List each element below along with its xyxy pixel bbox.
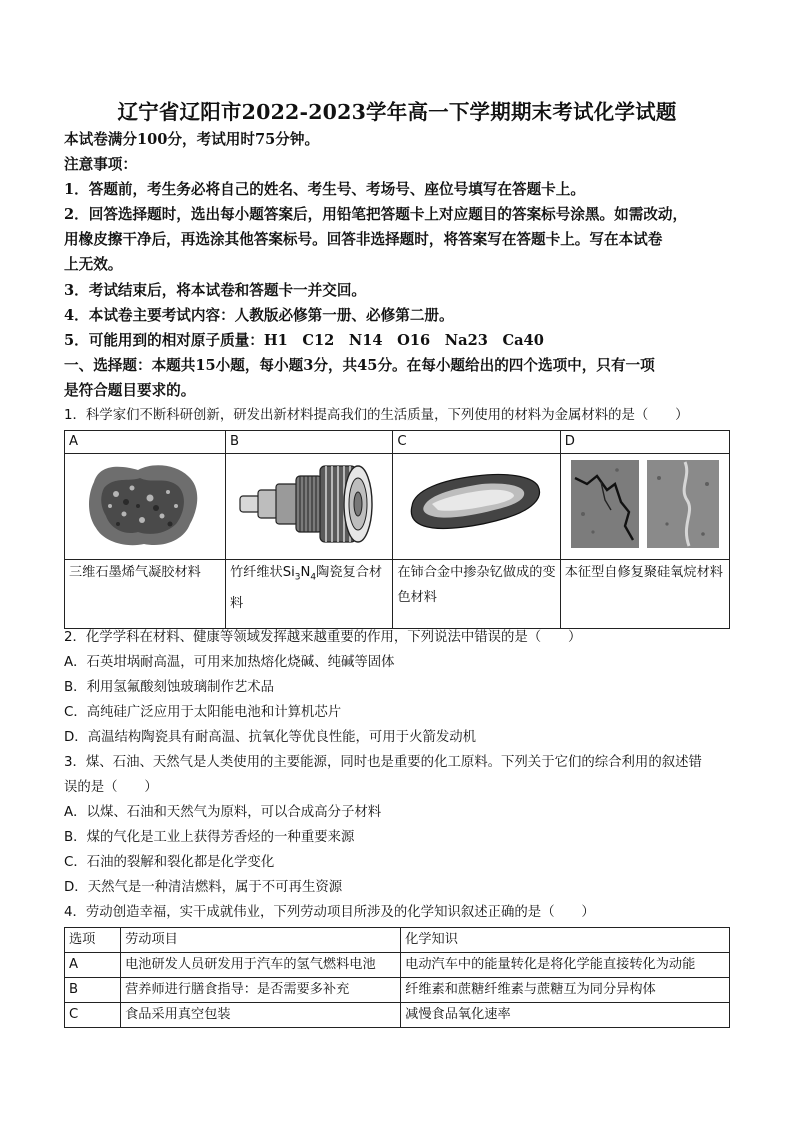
q1-option-b-sub-4: 4: [310, 572, 317, 583]
q1-option-c-label: C: [393, 431, 560, 454]
self-healing-material-image: [567, 454, 723, 554]
notice-item-4: 4．本试卷主要考试内容：人教版必修第一册、必修第二册。: [64, 307, 454, 324]
q1-option-b-image-cell: [226, 454, 393, 560]
alloy-material-image: [402, 454, 552, 554]
q3-stem-line1: 3．煤、石油、天然气是人类使用的主要能源，同时也是重要的化工原料。下列关于它们的综合利用的叙述错: [64, 755, 702, 770]
q3-stem-line2: 误的是（ ）: [64, 780, 158, 795]
q1-option-d-caption: 本征型自修复聚硅氧烷材料: [560, 560, 729, 629]
table-row: [65, 1003, 730, 1028]
notice-item-2a: 2．回答选择题时，选出每小题答案后，用铅笔把答题卡上对应题目的答案标号涂黑。如需改动，: [64, 206, 688, 223]
q1-option-b-sub-3: 3: [294, 572, 301, 583]
q1-option-b-caption-mid: N: [300, 565, 311, 580]
q1-option-b-caption-post: 陶瓷复合材料: [230, 565, 383, 611]
q1-option-b-caption-pre: 竹纤维状Si: [230, 565, 295, 580]
q4-header-option: 选项: [65, 928, 121, 953]
q4-row-b-option: B: [65, 978, 121, 1003]
q3-option-c: C．石油的裂解和裂化都是化学变化: [64, 855, 275, 870]
q4-row-c-knowledge: 减慢食品氧化速率: [401, 1003, 730, 1028]
page-title: 辽宁省辽阳市2022-2023学年高一下学期期末考试化学试题: [117, 100, 677, 124]
notice-item-1: 1．答题前，考生务必将自己的姓名、考生号、考场号、座位号填写在答题卡上。: [64, 181, 585, 198]
q4-row-a-knowledge: 电动汽车中的能量转化是将化学能直接转化为动能: [401, 953, 730, 978]
q4-header-row: [65, 928, 730, 953]
q2-stem: 2．化学学科在材料、健康等领域发挥越来越重要的作用，下列说法中错误的是（ ）: [64, 630, 582, 645]
q2-option-a: A．石英坩埚耐高温，可用来加热熔化烧碱、纯碱等固体: [64, 655, 395, 670]
q1-option-a-image-cell: [65, 454, 226, 560]
q3-option-a: A．以煤、石油和天然气为原料，可以合成高分子材料: [64, 805, 382, 820]
section-heading-line2: 是符合题目要求的。: [64, 382, 196, 399]
q2-option-d: D．高温结构陶瓷具有耐高温、抗氧化等优良性能，可用于火箭发动机: [64, 730, 477, 745]
ceramic-composite-image: [234, 454, 384, 554]
q4-row-b-project: 营养师进行膳食指导：是否需要多补充: [121, 978, 401, 1003]
q4-row-a-option: A: [65, 953, 121, 978]
table-row: [65, 978, 730, 1003]
q1-option-a-label: A: [65, 431, 226, 454]
q4-row-c-option: C: [65, 1003, 121, 1028]
notice-item-2c: 上无效。: [64, 256, 123, 273]
q1-option-d-image-cell: [560, 454, 729, 560]
notice-heading: 注意事项：: [64, 156, 137, 173]
score-time-line: 本试卷满分100分，考试用时75分钟。: [64, 131, 320, 148]
notice-item-3: 3．考试结束后，将本试卷和答题卡一并交回。: [64, 282, 367, 299]
q4-row-b-knowledge: 纤维素和蔗糖纤维素与蔗糖互为同分异构体: [401, 978, 730, 1003]
q3-option-d: D．天然气是一种清洁燃料，属于不可再生资源: [64, 880, 343, 895]
q4-row-a-project: 电池研发人员研发用于汽车的氢气燃料电池: [121, 953, 401, 978]
q2-option-c: C．高纯硅广泛应用于太阳能电池和计算机芯片: [64, 705, 342, 720]
q1-option-c-image-cell: [393, 454, 560, 560]
q2-option-b: B．利用氢氟酸刻蚀玻璃制作艺术品: [64, 680, 275, 695]
q4-row-c-project: 食品采用真空包装: [121, 1003, 401, 1028]
q1-options-table: [64, 430, 730, 629]
q1-option-d-label: D: [560, 431, 729, 454]
notice-item-5: 5．可能用到的相对原子质量：H1 C12 N14 O16 Na23 Ca40: [64, 332, 544, 349]
table-row: [65, 953, 730, 978]
section-heading-line1: 一、选择题：本题共15小题，每小题3分，共45分。在每小题给出的四个选项中，只有一项: [64, 357, 655, 374]
q4-stem: 4．劳动创造幸福，实干成就伟业，下列劳动项目所涉及的化学知识叙述正确的是（ ）: [64, 905, 595, 920]
q1-option-c-caption: 在铈合金中掺杂钇做成的变色材料: [393, 560, 560, 629]
notice-item-2b: 用橡皮擦干净后，再选涂其他答案标号。回答非选择题时，将答案写在答题卡上。写在本试卷: [64, 231, 663, 248]
q1-option-b-label: B: [226, 431, 393, 454]
q1-option-a-caption: 三维石墨烯气凝胶材料: [65, 560, 226, 629]
q4-header-knowledge: 化学知识: [401, 928, 730, 953]
q3-option-b: B．煤的气化是工业上获得芳香烃的一种重要来源: [64, 830, 355, 845]
graphene-aerogel-image: [80, 454, 210, 554]
q4-table: [64, 927, 730, 1028]
q1-stem: 1．科学家们不断科研创新，研发出新材料提高我们的生活质量，下列使用的材料为金属材料的是（ ）: [64, 408, 689, 423]
q4-header-project: 劳动项目: [121, 928, 401, 953]
q1-option-b-caption: [226, 560, 393, 629]
